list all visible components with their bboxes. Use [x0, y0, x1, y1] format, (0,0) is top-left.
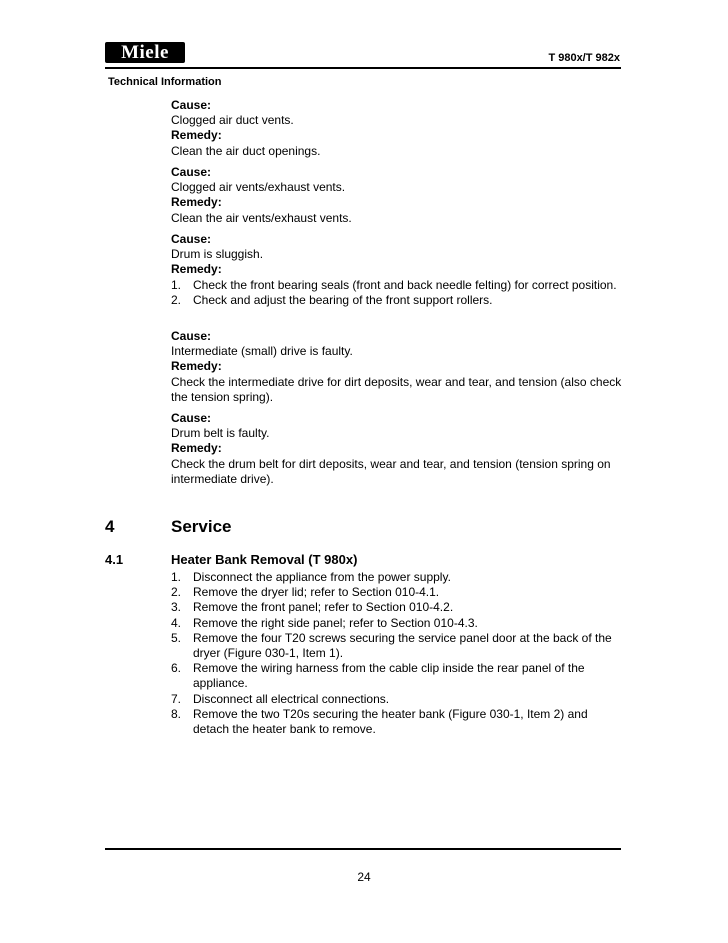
remedy-label: Remedy:	[171, 195, 222, 210]
cause-text: Intermediate (small) drive is faulty.	[171, 344, 353, 359]
list-text: Remove the two T20s securing the heater bank (Figure 030-1, Item 2) and detach the heater bank to remove.	[193, 706, 588, 737]
remedy-label: Remedy:	[171, 441, 222, 456]
remedy-label: Remedy:	[171, 359, 222, 374]
model-number: T 980x/T 982x	[548, 52, 620, 64]
section-title: Service	[171, 517, 232, 536]
list-text: Check and adjust the bearing of the front support rollers.	[193, 292, 493, 307]
section-label: Technical Information	[108, 76, 222, 88]
list-number: 1.	[171, 570, 182, 584]
list-text: Remove the wiring harness from the cable clip inside the rear panel of the appliance.	[193, 661, 585, 691]
list-text: Disconnect all electrical connections.	[193, 691, 390, 706]
list-text: Disconnect the appliance from the power supply.	[193, 570, 451, 584]
list-item	[171, 585, 626, 600]
cause-block-5	[171, 411, 626, 487]
list-number: 2.	[171, 292, 182, 307]
remedy-label: Remedy:	[171, 128, 222, 143]
cause-label: Cause:	[171, 232, 212, 246]
page-number: 24	[357, 870, 371, 884]
cause-block-2	[171, 165, 626, 226]
cause-block-3	[171, 232, 626, 308]
list-text: Remove the dryer lid; refer to Section 010-4.1.	[193, 585, 440, 600]
subsection-title: Heater Bank Removal (T 980x)	[171, 552, 358, 567]
list-item	[171, 278, 626, 293]
cause-block-4	[171, 329, 626, 405]
header-rule	[105, 67, 621, 69]
cause-label: Cause:	[171, 411, 212, 425]
removal-steps	[171, 570, 626, 737]
list-number: 7.	[171, 691, 182, 706]
remedy-text: Check the intermediate drive for dirt deposits, wear and tear, and tension (also check the tension spring).	[171, 374, 622, 404]
list-number: 8.	[171, 706, 182, 721]
list-number: 6.	[171, 661, 182, 676]
cause-label: Cause:	[171, 329, 212, 343]
list-item	[171, 631, 626, 661]
list-item	[171, 707, 626, 737]
list-item	[171, 661, 626, 691]
cause-text: Drum is sluggish.	[171, 247, 264, 262]
miele-logo	[105, 42, 185, 63]
list-item	[171, 293, 626, 308]
list-number: 4.	[171, 615, 182, 630]
list-text: Remove the four T20 screws securing the service panel door at the back of the dryer (Figure 030-1, Item 1).	[193, 630, 612, 661]
remedy-text: Check the drum belt for dirt deposits, wear and tear, and tension (tension spring on intermediate drive).	[171, 456, 611, 486]
remedy-text: Clean the air vents/exhaust vents.	[171, 210, 352, 225]
list-item	[171, 600, 626, 615]
list-text: Remove the right side panel; refer to Section 010-4.3.	[193, 615, 478, 630]
list-text: Check the front bearing seals (front and back needle felting) for correct position.	[193, 277, 617, 292]
cause-label: Cause:	[171, 98, 212, 112]
footer-rule	[105, 848, 621, 850]
remedy-label: Remedy:	[171, 262, 222, 277]
logo-text: Miele	[121, 42, 169, 63]
list-text: Remove the front panel; refer to Section 010-4.2.	[193, 600, 454, 615]
cause-text: Clogged air vents/exhaust vents.	[171, 180, 346, 195]
section-number: 4	[105, 517, 115, 536]
cause-text: Drum belt is faulty.	[171, 426, 270, 441]
remedy-text: Clean the air duct openings.	[171, 143, 321, 158]
list-number: 1.	[171, 277, 182, 292]
cause-text: Clogged air duct vents.	[171, 113, 294, 128]
list-item	[171, 616, 626, 631]
cause-block-1	[171, 98, 626, 159]
list-item	[171, 692, 626, 707]
list-number: 3.	[171, 600, 182, 615]
cause-label: Cause:	[171, 165, 212, 179]
list-number: 2.	[171, 585, 182, 600]
list-number: 5.	[171, 630, 182, 645]
subsection-number: 4.1	[105, 552, 124, 567]
list-item	[171, 570, 626, 585]
